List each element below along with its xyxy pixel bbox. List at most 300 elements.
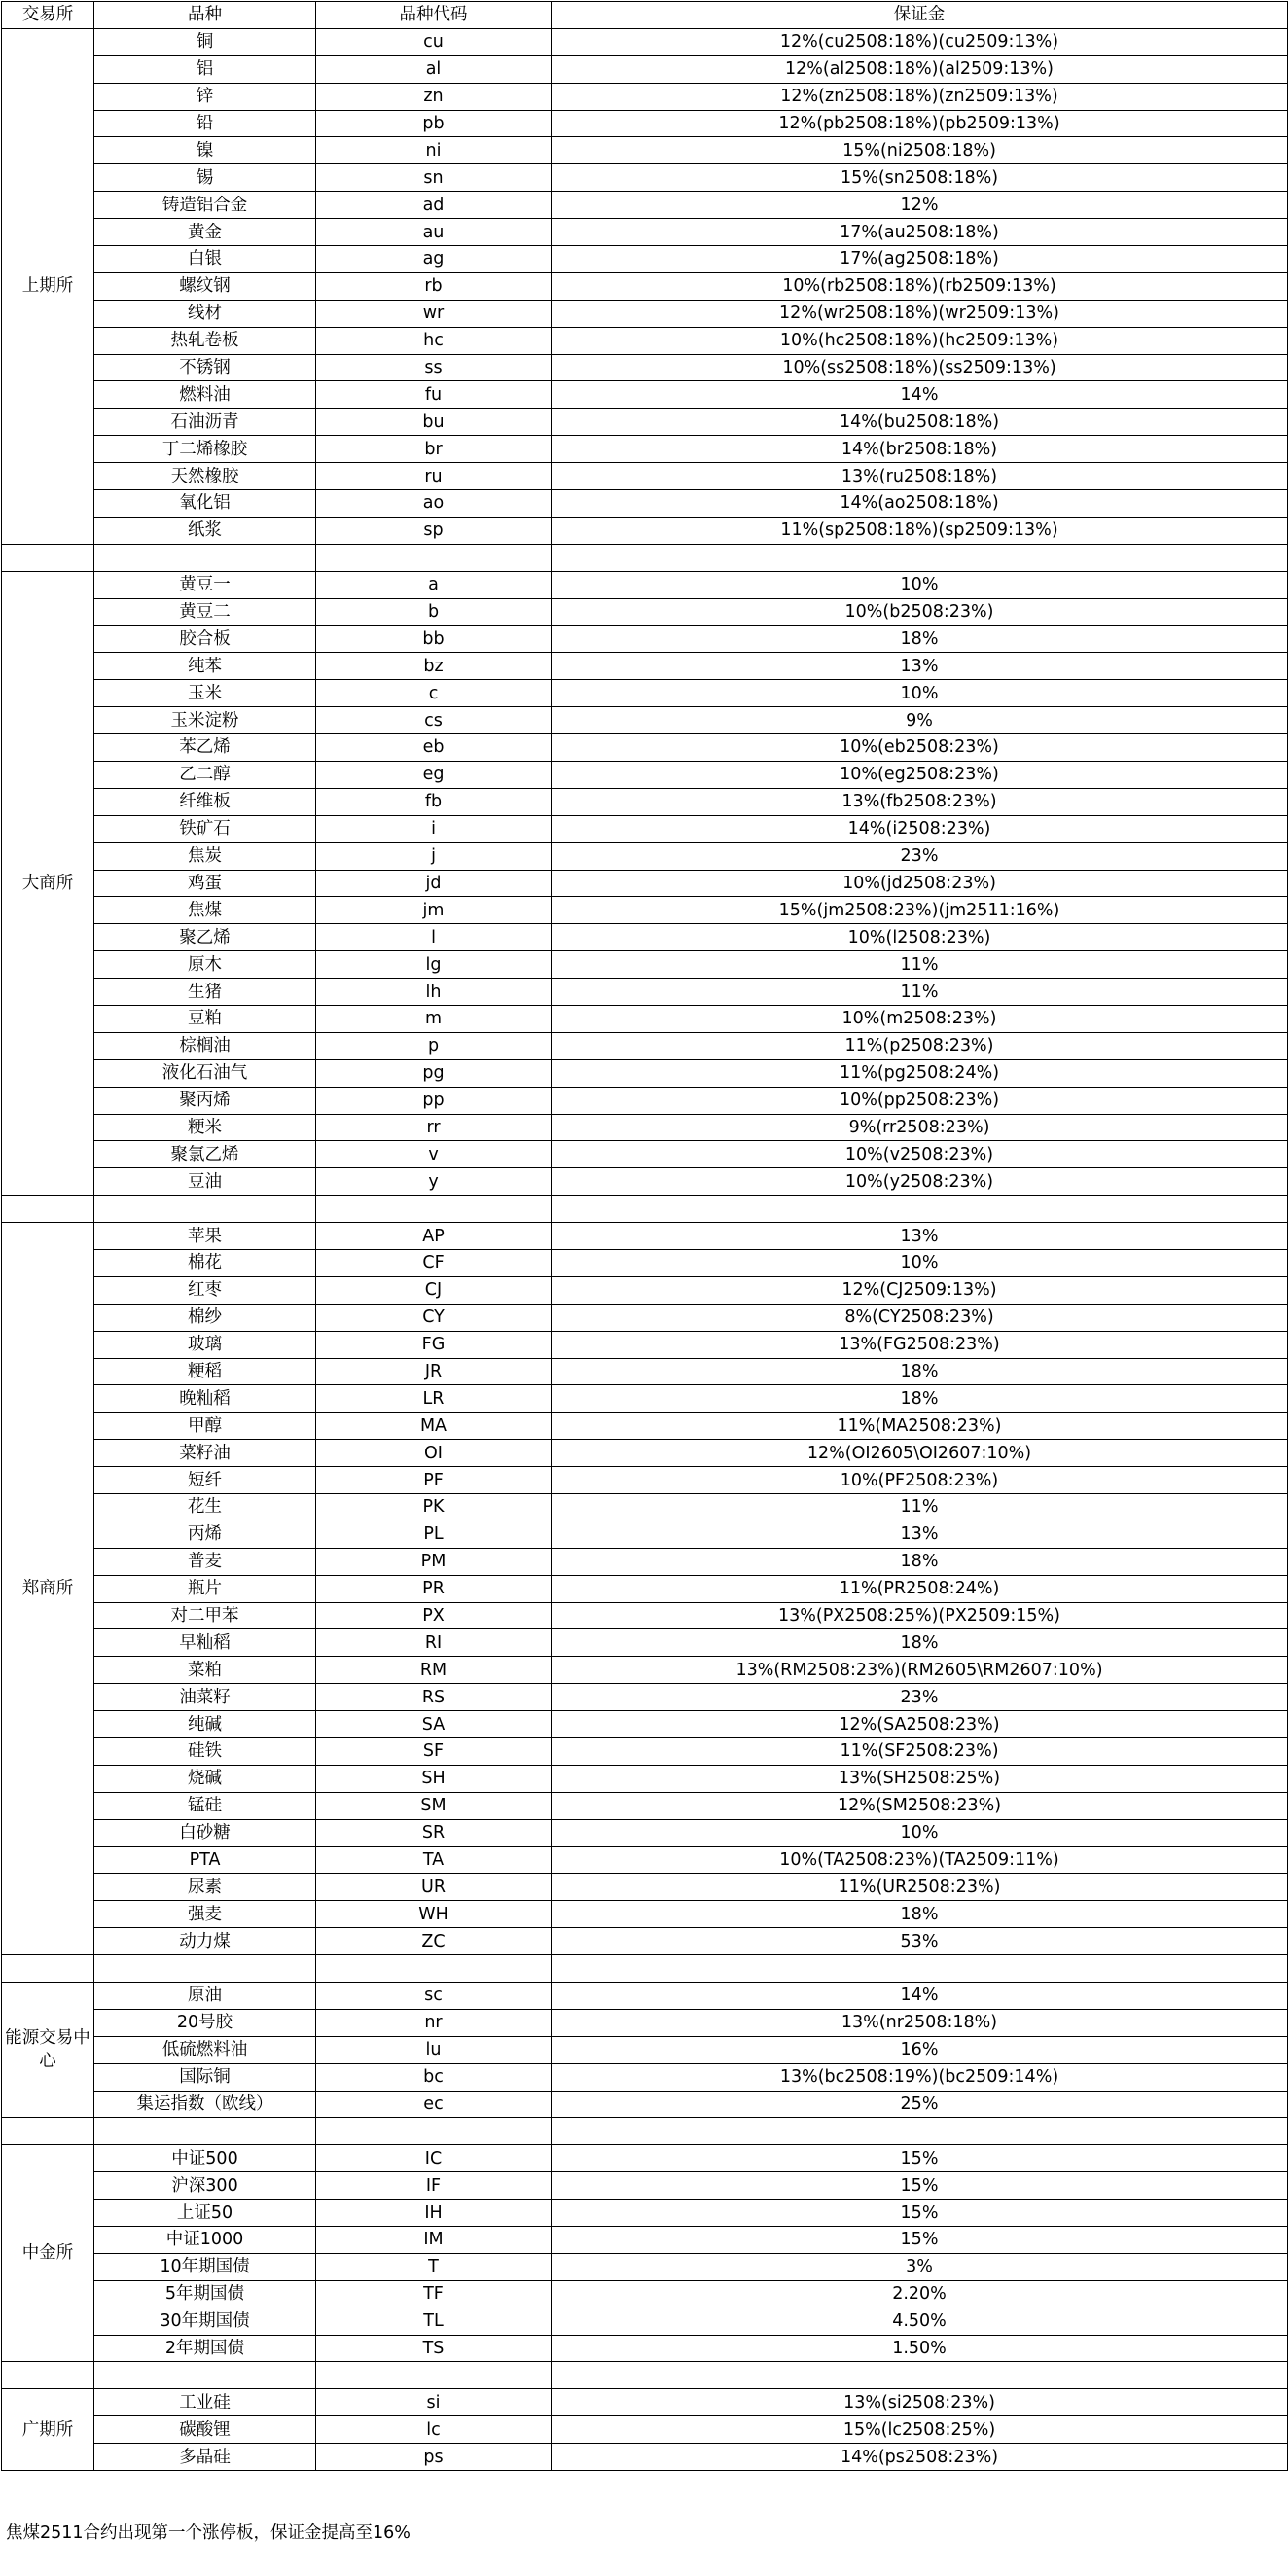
margin-cell: 10%(TA2508:23%)(TA2509:11%) (552, 1846, 1288, 1874)
table-row (2, 2091, 1288, 2118)
product-code-cell: cu (316, 28, 552, 55)
table-row (2, 1629, 1288, 1657)
table-row (2, 924, 1288, 951)
margin-cell: 10%(y2508:23%) (552, 1168, 1288, 1196)
table-row (2, 1575, 1288, 1602)
spacer-cell (2, 544, 94, 571)
product-code-cell: jd (316, 870, 552, 897)
margin-cell: 14%(ps2508:23%) (552, 2444, 1288, 2471)
table-row (2, 1521, 1288, 1548)
product-name-cell: 黄豆二 (94, 598, 316, 626)
margin-cell: 4.50% (552, 2308, 1288, 2335)
product-name-cell: 中证1000 (94, 2227, 316, 2254)
product-code-cell: SA (316, 1711, 552, 1738)
table-row (2, 409, 1288, 436)
product-code-cell: CY (316, 1304, 552, 1331)
margin-cell: 9%(rr2508:23%) (552, 1114, 1288, 1141)
margin-cell: 12%(OI2605\OI2607:10%) (552, 1440, 1288, 1467)
product-code-cell: IH (316, 2200, 552, 2227)
product-name-cell: 燃料油 (94, 381, 316, 409)
product-code-cell: sn (316, 164, 552, 192)
margin-cell: 1.50% (552, 2335, 1288, 2362)
table-row (2, 137, 1288, 164)
table-row (2, 164, 1288, 192)
margin-cell: 10%(hc2508:18%)(hc2509:13%) (552, 327, 1288, 354)
table-row (2, 1711, 1288, 1738)
spacer-row (2, 2118, 1288, 2145)
margin-cell: 18% (552, 1548, 1288, 1575)
product-name-cell: 20号胶 (94, 2009, 316, 2036)
product-name-cell: 瓶片 (94, 1575, 316, 1602)
product-name-cell: 氧化铝 (94, 490, 316, 518)
product-code-cell: PR (316, 1575, 552, 1602)
spacer-cell (552, 2362, 1288, 2389)
margin-cell: 14%(br2508:18%) (552, 436, 1288, 463)
product-name-cell: 纤维板 (94, 788, 316, 815)
table-row (2, 2172, 1288, 2200)
product-name-cell: 10年期国债 (94, 2253, 316, 2280)
product-code-cell: pp (316, 1087, 552, 1114)
spacer-cell (316, 1196, 552, 1223)
product-name-cell: 甲醇 (94, 1413, 316, 1440)
table-row (2, 2063, 1288, 2091)
margin-cell: 15% (552, 2227, 1288, 2254)
exchange-cell: 能源交易中心 (2, 1983, 94, 2118)
product-code-cell: RI (316, 1629, 552, 1657)
product-name-cell: 中证500 (94, 2145, 316, 2172)
product-code-cell: y (316, 1168, 552, 1196)
product-code-cell: eg (316, 761, 552, 788)
margin-cell: 15% (552, 2172, 1288, 2200)
margin-cell: 12%(SM2508:23%) (552, 1792, 1288, 1819)
table-row (2, 436, 1288, 463)
table-row (2, 1087, 1288, 1114)
table-row (2, 571, 1288, 598)
table-row (2, 1141, 1288, 1168)
product-code-cell: hc (316, 327, 552, 354)
table-row (2, 2280, 1288, 2308)
product-name-cell: 铅 (94, 110, 316, 137)
table-row (2, 246, 1288, 273)
table-row (2, 1548, 1288, 1575)
table-row (2, 653, 1288, 680)
product-code-cell: wr (316, 300, 552, 327)
product-name-cell: 棕榈油 (94, 1032, 316, 1059)
product-name-cell: 纯苯 (94, 653, 316, 680)
product-name-cell: 国际铜 (94, 2063, 316, 2091)
product-name-cell: 黄豆一 (94, 571, 316, 598)
product-name-cell: 丁二烯橡胶 (94, 436, 316, 463)
product-code-cell: sc (316, 1983, 552, 2010)
product-code-cell: MA (316, 1413, 552, 1440)
table-row (2, 2389, 1288, 2416)
product-name-cell: 铝 (94, 55, 316, 83)
table-row (2, 1358, 1288, 1385)
spacer-cell (94, 1196, 316, 1223)
margin-cell: 14%(bu2508:18%) (552, 409, 1288, 436)
product-code-cell: lh (316, 979, 552, 1006)
margin-cell: 10%(l2508:23%) (552, 924, 1288, 951)
table-row (2, 897, 1288, 924)
spacer-cell (316, 544, 552, 571)
margin-cell: 11%(UR2508:23%) (552, 1874, 1288, 1901)
header-row (2, 2, 1288, 29)
spacer-row (2, 2362, 1288, 2389)
table-row (2, 1901, 1288, 1928)
margin-cell: 12%(CJ2509:13%) (552, 1276, 1288, 1304)
product-name-cell: 多晶硅 (94, 2444, 316, 2471)
product-code-cell: TA (316, 1846, 552, 1874)
exchange-cell: 大商所 (2, 571, 94, 1195)
product-name-cell: 5年期国债 (94, 2280, 316, 2308)
product-name-cell: 纯碱 (94, 1711, 316, 1738)
product-code-cell: fb (316, 788, 552, 815)
margin-cell: 11%(MA2508:23%) (552, 1413, 1288, 1440)
product-code-cell: OI (316, 1440, 552, 1467)
spacer-cell (2, 2362, 94, 2389)
product-name-cell: 沪深300 (94, 2172, 316, 2200)
product-code-cell: sp (316, 517, 552, 544)
product-name-cell: 镍 (94, 137, 316, 164)
margin-cell: 17%(ag2508:18%) (552, 246, 1288, 273)
table-row (2, 1792, 1288, 1819)
margin-cell: 3% (552, 2253, 1288, 2280)
margin-cell: 11% (552, 1493, 1288, 1521)
product-name-cell: 锰硅 (94, 1792, 316, 1819)
margin-cell: 13%(ru2508:18%) (552, 463, 1288, 490)
product-code-cell: SF (316, 1738, 552, 1766)
table-row (2, 870, 1288, 897)
product-code-cell: PX (316, 1602, 552, 1629)
spacer-cell (316, 1955, 552, 1983)
product-code-cell: TF (316, 2280, 552, 2308)
product-code-cell: RS (316, 1684, 552, 1711)
spacer-cell (2, 2118, 94, 2145)
margin-cell: 15%(sn2508:18%) (552, 164, 1288, 192)
product-name-cell: 豆油 (94, 1168, 316, 1196)
product-name-cell: 原油 (94, 1983, 316, 2010)
header-code: 品种代码 (316, 2, 552, 29)
table-row (2, 55, 1288, 83)
table-row (2, 1765, 1288, 1792)
exchange-cell: 中金所 (2, 2145, 94, 2362)
product-code-cell: ag (316, 246, 552, 273)
product-name-cell: PTA (94, 1846, 316, 1874)
product-name-cell: 锡 (94, 164, 316, 192)
table-row (2, 1928, 1288, 1955)
table-row (2, 1331, 1288, 1358)
exchange-cell: 广期所 (2, 2389, 94, 2471)
table-row (2, 2036, 1288, 2063)
table-row (2, 2444, 1288, 2471)
product-code-cell: WH (316, 1901, 552, 1928)
table-row (2, 842, 1288, 870)
table-row (2, 1168, 1288, 1196)
product-code-cell: pb (316, 110, 552, 137)
product-name-cell: 胶合板 (94, 626, 316, 653)
table-row (2, 1276, 1288, 1304)
product-code-cell: IC (316, 2145, 552, 2172)
spacer-cell (94, 544, 316, 571)
product-code-cell: rr (316, 1114, 552, 1141)
product-code-cell: T (316, 2253, 552, 2280)
spacer-cell (552, 1196, 1288, 1223)
table-row (2, 2009, 1288, 2036)
margin-cell: 12% (552, 192, 1288, 219)
product-code-cell: PM (316, 1548, 552, 1575)
margin-cell: 17%(au2508:18%) (552, 219, 1288, 246)
margin-cell: 13%(nr2508:18%) (552, 2009, 1288, 2036)
product-code-cell: ec (316, 2091, 552, 2118)
table-row (2, 354, 1288, 381)
product-name-cell: 棉纱 (94, 1304, 316, 1331)
product-name-cell: 黄金 (94, 219, 316, 246)
margin-cell: 13% (552, 1521, 1288, 1548)
margin-cell: 13%(PX2508:25%)(PX2509:15%) (552, 1602, 1288, 1629)
spacer-cell (552, 2118, 1288, 2145)
product-name-cell: 焦煤 (94, 897, 316, 924)
table-row (2, 1657, 1288, 1684)
product-code-cell: br (316, 436, 552, 463)
table-row (2, 2200, 1288, 2227)
product-name-cell: 苹果 (94, 1223, 316, 1250)
product-name-cell: 强麦 (94, 1901, 316, 1928)
margin-cell: 12%(zn2508:18%)(zn2509:13%) (552, 83, 1288, 110)
product-name-cell: 鸡蛋 (94, 870, 316, 897)
margin-cell: 13%(RM2508:23%)(RM2605\RM2607:10%) (552, 1657, 1288, 1684)
product-code-cell: lc (316, 2416, 552, 2444)
product-code-cell: bz (316, 653, 552, 680)
margin-cell: 15%(lc2508:25%) (552, 2416, 1288, 2444)
product-name-cell: 普麦 (94, 1548, 316, 1575)
table-row (2, 1467, 1288, 1494)
product-name-cell: 原木 (94, 951, 316, 979)
table-row (2, 517, 1288, 544)
exchange-cell: 郑商所 (2, 1223, 94, 1955)
table-row (2, 680, 1288, 707)
margin-cell: 15%(ni2508:18%) (552, 137, 1288, 164)
margin-cell: 10% (552, 1819, 1288, 1846)
product-code-cell: lg (316, 951, 552, 979)
product-name-cell: 硅铁 (94, 1738, 316, 1766)
margin-cell: 18% (552, 1385, 1288, 1413)
product-code-cell: SM (316, 1792, 552, 1819)
spacer-cell (2, 1196, 94, 1223)
table-row (2, 219, 1288, 246)
table-row (2, 951, 1288, 979)
product-name-cell: 集运指数（欧线） (94, 2091, 316, 2118)
product-name-cell: 30年期国债 (94, 2308, 316, 2335)
margin-cell: 12%(pb2508:18%)(pb2509:13%) (552, 110, 1288, 137)
table-row (2, 815, 1288, 842)
product-code-cell: al (316, 55, 552, 83)
table-row (2, 2335, 1288, 2362)
margin-cell: 15% (552, 2200, 1288, 2227)
spacer-cell (316, 2362, 552, 2389)
product-code-cell: IM (316, 2227, 552, 2254)
product-code-cell: ZC (316, 1928, 552, 1955)
margin-cell: 10%(rb2508:18%)(rb2509:13%) (552, 272, 1288, 300)
margin-cell: 11%(sp2508:18%)(sp2509:13%) (552, 517, 1288, 544)
spacer-cell (94, 1955, 316, 1983)
product-code-cell: SH (316, 1765, 552, 1792)
product-code-cell: au (316, 219, 552, 246)
table-row (2, 1983, 1288, 2010)
margin-cell: 10%(eg2508:23%) (552, 761, 1288, 788)
table-row (2, 490, 1288, 518)
product-code-cell: PL (316, 1521, 552, 1548)
margin-cell: 23% (552, 1684, 1288, 1711)
product-code-cell: fu (316, 381, 552, 409)
exchange-cell: 上期所 (2, 28, 94, 544)
table-row (2, 272, 1288, 300)
margin-cell: 13% (552, 653, 1288, 680)
product-name-cell: 聚氯乙烯 (94, 1141, 316, 1168)
product-code-cell: ps (316, 2444, 552, 2471)
table-row (2, 2416, 1288, 2444)
product-name-cell: 粳米 (94, 1114, 316, 1141)
margin-cell: 23% (552, 842, 1288, 870)
margin-cell: 25% (552, 2091, 1288, 2118)
margin-cell: 13% (552, 1223, 1288, 1250)
product-name-cell: 短纤 (94, 1467, 316, 1494)
table-row (2, 1223, 1288, 1250)
margin-cell: 10%(b2508:23%) (552, 598, 1288, 626)
margin-cell: 10%(ss2508:18%)(ss2509:13%) (552, 354, 1288, 381)
margin-cell: 11%(SF2508:23%) (552, 1738, 1288, 1766)
margin-cell: 12%(cu2508:18%)(cu2509:13%) (552, 28, 1288, 55)
product-code-cell: ni (316, 137, 552, 164)
product-name-cell: 天然橡胶 (94, 463, 316, 490)
product-name-cell: 线材 (94, 300, 316, 327)
product-name-cell: 上证50 (94, 2200, 316, 2227)
product-name-cell: 低硫燃料油 (94, 2036, 316, 2063)
product-name-cell: 花生 (94, 1493, 316, 1521)
spacer-cell (552, 544, 1288, 571)
table-row (2, 1738, 1288, 1766)
table-row (2, 1304, 1288, 1331)
margin-cell: 11%(PR2508:24%) (552, 1575, 1288, 1602)
margin-cell: 18% (552, 1358, 1288, 1385)
margin-cell: 53% (552, 1928, 1288, 1955)
margin-cell: 13%(FG2508:23%) (552, 1331, 1288, 1358)
table-row (2, 979, 1288, 1006)
product-code-cell: l (316, 924, 552, 951)
product-code-cell: ru (316, 463, 552, 490)
table-row (2, 1059, 1288, 1087)
product-name-cell: 晚籼稻 (94, 1385, 316, 1413)
table-row (2, 626, 1288, 653)
product-code-cell: bu (316, 409, 552, 436)
margin-cell: 13%(SH2508:25%) (552, 1765, 1288, 1792)
product-code-cell: ad (316, 192, 552, 219)
table-row (2, 327, 1288, 354)
product-code-cell: i (316, 815, 552, 842)
product-name-cell: 动力煤 (94, 1928, 316, 1955)
margin-cell: 10%(m2508:23%) (552, 1005, 1288, 1032)
margin-cell: 13%(si2508:23%) (552, 2389, 1288, 2416)
margin-cell: 13%(bc2508:19%)(bc2509:14%) (552, 2063, 1288, 2091)
margin-cell: 15% (552, 2145, 1288, 2172)
table-row (2, 2145, 1288, 2172)
margin-cell: 10% (552, 571, 1288, 598)
product-code-cell: FG (316, 1331, 552, 1358)
product-code-cell: c (316, 680, 552, 707)
table-row (2, 2227, 1288, 2254)
margin-cell: 2.20% (552, 2280, 1288, 2308)
product-code-cell: ao (316, 490, 552, 518)
product-name-cell: 铸造铝合金 (94, 192, 316, 219)
product-name-cell: 石油沥青 (94, 409, 316, 436)
product-name-cell: 烧碱 (94, 1765, 316, 1792)
margin-cell: 14%(i2508:23%) (552, 815, 1288, 842)
margin-cell: 10%(PF2508:23%) (552, 1467, 1288, 1494)
table-row (2, 300, 1288, 327)
product-name-cell: 焦炭 (94, 842, 316, 870)
product-name-cell: 热轧卷板 (94, 327, 316, 354)
spacer-cell (2, 1955, 94, 1983)
margin-cell: 10%(jd2508:23%) (552, 870, 1288, 897)
spacer-cell (94, 2118, 316, 2145)
product-code-cell: PK (316, 1493, 552, 1521)
product-code-cell: nr (316, 2009, 552, 2036)
product-code-cell: AP (316, 1223, 552, 1250)
table-row (2, 1032, 1288, 1059)
spacer-cell (94, 2362, 316, 2389)
margin-cell: 14% (552, 381, 1288, 409)
spacer-cell (552, 1955, 1288, 1983)
product-code-cell: bc (316, 2063, 552, 2091)
product-code-cell: eb (316, 734, 552, 762)
table-row (2, 598, 1288, 626)
table-row (2, 1385, 1288, 1413)
product-name-cell: 碳酸锂 (94, 2416, 316, 2444)
table-row (2, 734, 1288, 762)
product-code-cell: jm (316, 897, 552, 924)
product-code-cell: lu (316, 2036, 552, 2063)
product-name-cell: 油菜籽 (94, 1684, 316, 1711)
table-row (2, 1846, 1288, 1874)
product-name-cell: 白砂糖 (94, 1819, 316, 1846)
product-code-cell: CJ (316, 1276, 552, 1304)
product-name-cell: 聚丙烯 (94, 1087, 316, 1114)
table-row (2, 110, 1288, 137)
margin-cell: 12%(wr2508:18%)(wr2509:13%) (552, 300, 1288, 327)
table-row (2, 2308, 1288, 2335)
table-row (2, 28, 1288, 55)
product-code-cell: p (316, 1032, 552, 1059)
product-name-cell: 红枣 (94, 1276, 316, 1304)
product-name-cell: 纸浆 (94, 517, 316, 544)
product-code-cell: IF (316, 2172, 552, 2200)
product-name-cell: 玉米 (94, 680, 316, 707)
product-name-cell: 对二甲苯 (94, 1602, 316, 1629)
margin-table (1, 1, 1288, 2471)
product-name-cell: 铜 (94, 28, 316, 55)
product-name-cell: 玉米淀粉 (94, 707, 316, 734)
product-name-cell: 菜粕 (94, 1657, 316, 1684)
margin-cell: 9% (552, 707, 1288, 734)
margin-table-body (2, 2, 1288, 2471)
margin-cell: 12%(SA2508:23%) (552, 1711, 1288, 1738)
table-row (2, 2253, 1288, 2280)
product-code-cell: rb (316, 272, 552, 300)
product-code-cell: v (316, 1141, 552, 1168)
margin-cell: 10% (552, 1249, 1288, 1276)
product-code-cell: cs (316, 707, 552, 734)
product-code-cell: bb (316, 626, 552, 653)
product-name-cell: 不锈钢 (94, 354, 316, 381)
